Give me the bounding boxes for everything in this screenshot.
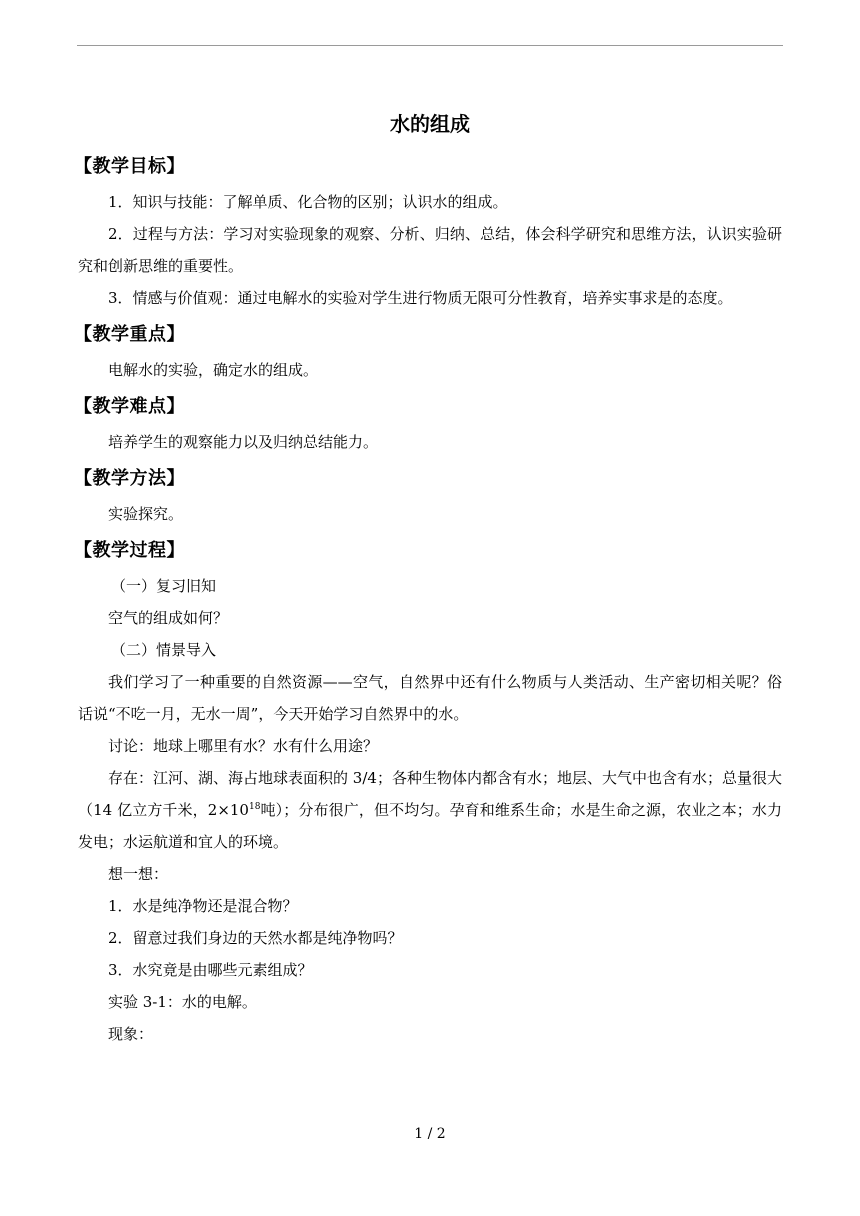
think-title: 想一想：: [108, 865, 169, 883]
goal-item-3: 3．情感与价值观：通过电解水的实验对学生进行物质无限可分性教育，培养实事求是的态度。: [108, 289, 733, 307]
existence-text-part1: 存在：江河、湖、海占地球表面积的 3/4；各种生物体内都含有水；地层、大气中也含有水；总量很大（14 亿立方千米，2×10: [78, 769, 782, 819]
methods-text: 实验探究。: [108, 505, 184, 523]
existence-text-part2: 吨）；分布很广，但不均匀。孕育和维系生命；水是生命之源，农业之本；水力发电；水运航道和宜人的环境。: [78, 801, 782, 851]
header-rule: [77, 45, 783, 46]
goal-item-1: 1．知识与技能：了解单质、化合物的区别；认识水的组成。: [108, 193, 508, 211]
review-title: （一）复习旧知: [111, 577, 217, 595]
section-heading-goals: 【教学目标】: [74, 156, 185, 177]
section-heading-methods: 【教学方法】: [74, 468, 185, 489]
key-points-text: 电解水的实验，确定水的组成。: [108, 361, 319, 379]
discussion-text: 讨论：地球上哪里有水？水有什么用途？: [108, 737, 379, 755]
exponent-superscript: 18: [248, 802, 261, 812]
intro-title: （二）情景导入: [111, 641, 217, 659]
intro-text: 我们学习了一种重要的自然资源——空气，自然界中还有什么物质与人类活动、生产密切相关呢？俗话说“不吃一月，无水一周”，今天开始学习自然界中的水。: [78, 673, 782, 723]
goal-item-2: 2．过程与方法：学习对实验现象的观察、分析、归纳、总结，体会科学研究和思维方法，认识实验研究和创新思维的重要性。: [78, 225, 782, 275]
question-2: 2．留意过我们身边的天然水都是纯净物吗？: [108, 929, 403, 947]
phenomenon-text: 现象：: [108, 1025, 154, 1043]
document-body: [74, 110, 782, 1050]
page-number: 1 / 2: [414, 1126, 446, 1142]
section-heading-key-points: 【教学重点】: [74, 324, 185, 345]
section-heading-process: 【教学过程】: [74, 540, 185, 561]
section-heading-difficulties: 【教学难点】: [74, 396, 185, 417]
question-1: 1．水是纯净物还是混合物？: [108, 897, 298, 915]
question-3: 3．水究竟是由哪些元素组成？: [108, 961, 313, 979]
experiment-text: 实验 3-1：水的电解。: [108, 993, 257, 1011]
existence-text: [78, 762, 782, 858]
document-title: 水的组成: [390, 112, 470, 136]
difficulties-text: 培养学生的观察能力以及归纳总结能力。: [108, 433, 379, 451]
review-question: 空气的组成如何？: [108, 609, 229, 627]
